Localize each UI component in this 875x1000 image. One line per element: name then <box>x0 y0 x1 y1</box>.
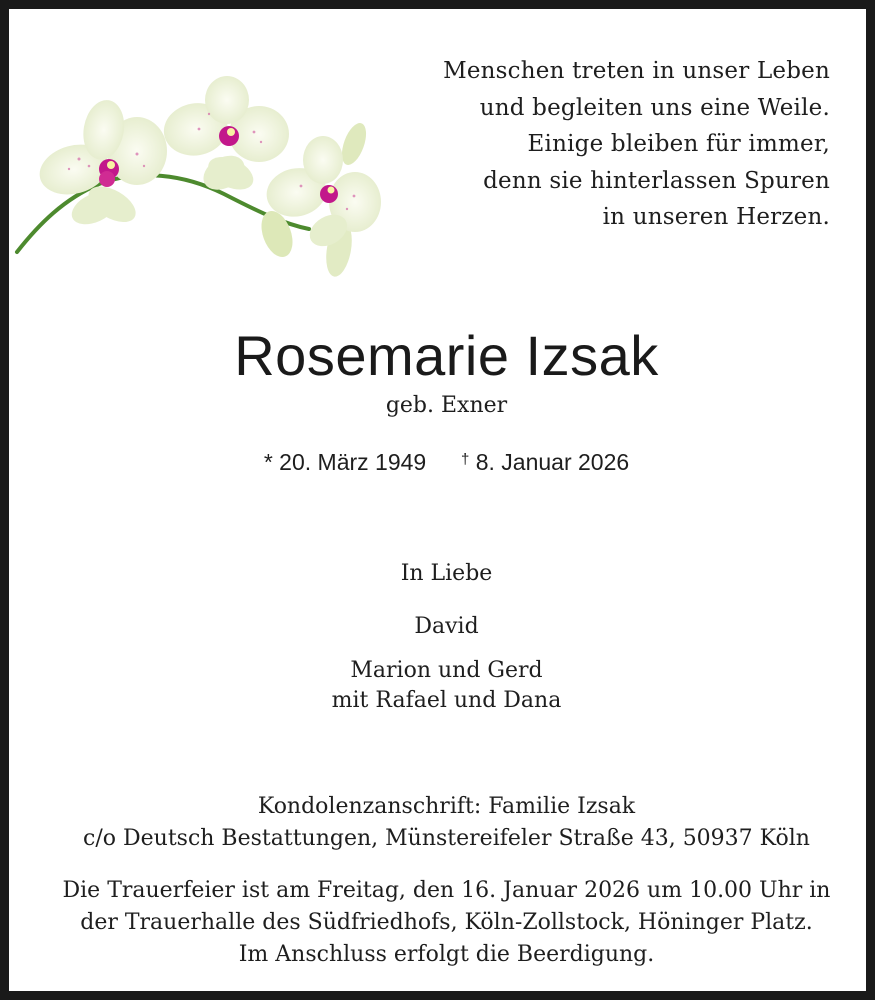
condolence-line: c/o Deutsch Bestattungen, Münstereifeler Straße 43, 50937 Köln <box>83 826 810 851</box>
poem-line: in unseren Herzen. <box>602 204 830 230</box>
mourner-line: mit Rafael und Dana <box>331 688 562 713</box>
orchid-branch-icon <box>9 74 399 289</box>
life-dates <box>9 444 875 478</box>
deceased-name: Rosemarie Izsak <box>234 324 659 387</box>
poem-line: denn sie hinterlassen Spuren <box>483 167 830 194</box>
condolence-address <box>9 791 875 855</box>
mourner-group <box>9 656 875 716</box>
poem-line: Einige bleiben für immer, <box>527 131 830 157</box>
poem-line: Menschen treten in unser Leben <box>443 58 830 84</box>
birth-symbol: * <box>263 449 273 475</box>
birth-date: 20. März 1949 <box>279 449 427 475</box>
funeral-info <box>9 875 875 971</box>
funeral-line: Im Anschluss erfolgt die Beerdigung. <box>238 942 655 967</box>
birth-name: geb. Exner <box>385 393 508 418</box>
poem-line: und begleiten uns eine Weile. <box>479 94 830 121</box>
mourners-intro: In Liebe <box>400 561 493 586</box>
funeral-line: der Trauerhalle des Südfriedhofs, Köln-Zollstock, Höninger Platz. <box>80 910 813 935</box>
memorial-poem <box>443 53 830 236</box>
mourner-line: Marion und Gerd <box>350 658 543 683</box>
condolence-line: Kondolenzanschrift: Familie Izsak <box>257 794 636 819</box>
funeral-line: Die Trauerfeier ist am Freitag, den 16. Januar 2026 um 10.00 Uhr in <box>62 878 831 903</box>
mourner-group <box>9 612 875 642</box>
death-symbol: † <box>460 451 470 468</box>
mourner-line: David <box>414 614 479 639</box>
death-date: 8. Januar 2026 <box>475 449 630 475</box>
